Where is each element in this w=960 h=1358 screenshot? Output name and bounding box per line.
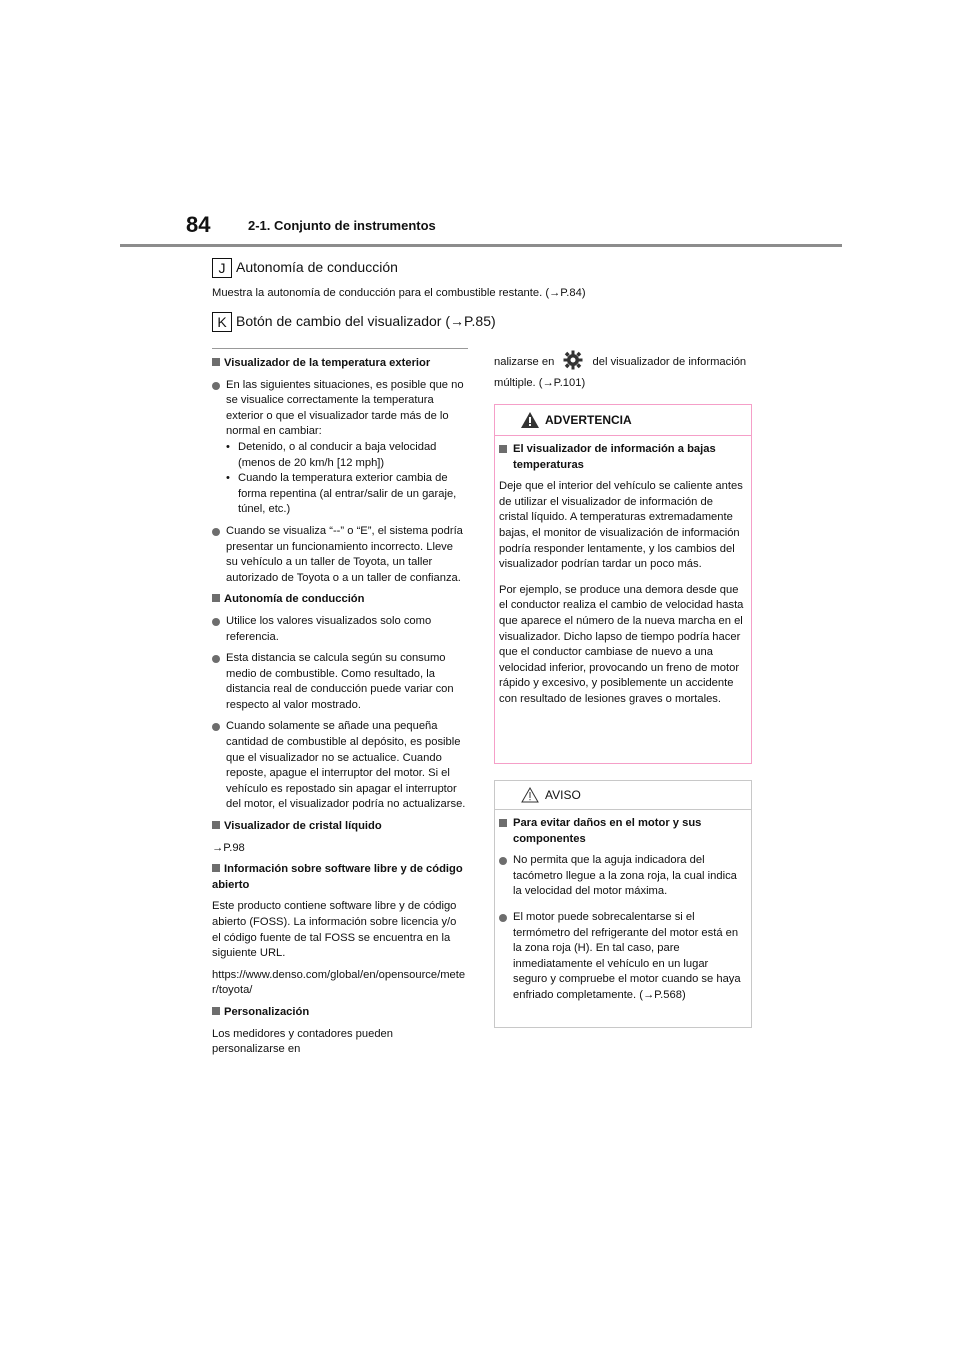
- warning-triangle-icon: [521, 412, 539, 428]
- bullet-text: Esta distancia se calcula según su consumo medio de combustible. Como resultado, la distancia real de conducción puede variar con respecto al valor mostrado.: [226, 652, 454, 711]
- warning-header: [495, 405, 751, 436]
- caution-triangle-icon: [521, 787, 539, 803]
- heading-text: Información sobre software libre y de código abierto: [212, 863, 463, 891]
- key-label-k: K: [212, 312, 232, 332]
- section-heading: [212, 592, 466, 608]
- paragraph: Los medidores y contadores pueden personalizarse en: [212, 1027, 393, 1056]
- bullet-item: [212, 651, 466, 713]
- page-number: 84: [186, 212, 211, 237]
- notice-header: [495, 781, 751, 810]
- item-k-title: Botón de cambio del visualizador (→P.85): [236, 313, 496, 329]
- heading-text: Para evitar daños en el motor y sus componentes: [513, 817, 702, 845]
- bullet-item: [499, 910, 745, 1004]
- cross-reference: →P.98: [212, 841, 245, 854]
- bullet-text: El motor puede sobrecalentarse si el termómetro del refrigerante del motor está en la zona roja (H). En tal caso, pare inmediatamente el vehículo en un lugar seguro y compruebe el motor cuando se haya enfriado completamente. (→P.568): [513, 910, 741, 1001]
- gear-icon: [563, 350, 583, 370]
- bullet-item: [212, 614, 466, 645]
- bullet-text: Cuando se visualiza “--” o “E”, el sistema podría presentar un funcionamiento incorrecto. Lleve su vehículo a un taller de Toyota, un taller autorizado de Toyota o a un taller de confianza.: [226, 524, 463, 584]
- heading-text: Visualizador de la temperatura exterior: [224, 357, 431, 369]
- square-bullet-icon: [212, 864, 220, 872]
- section-title: 2-1. Conjunto de instrumentos: [248, 218, 436, 233]
- sub-item: • Detenido, o al conducir a baja velocidad (menos de 20 km/h [12 mph]): [226, 440, 437, 469]
- section-heading: [212, 819, 466, 835]
- left-column-rule: [212, 348, 468, 349]
- round-bullet-icon: [212, 655, 220, 663]
- warning-title: [499, 442, 745, 473]
- notice-box: [494, 780, 752, 1028]
- notice-heading: AVISO: [545, 788, 581, 802]
- square-bullet-icon: [499, 819, 507, 827]
- heading-text: Autonomía de conducción: [224, 593, 365, 606]
- bullet-text: Utilice los valores visualizados solo como referencia.: [226, 614, 432, 643]
- heading-text: Visualizador de cristal líquido: [224, 820, 382, 833]
- section-heading: [212, 1005, 466, 1021]
- url-text: https://www.denso.com/global/en/opensource/meter/toyota/: [212, 968, 466, 997]
- section-heading: [212, 356, 466, 372]
- warning-box: [494, 404, 752, 764]
- warning-heading: ADVERTENCIA: [545, 413, 632, 427]
- bullet-item: [499, 853, 745, 900]
- intro-text: nalizarse en: [494, 356, 555, 368]
- square-bullet-icon: [212, 594, 220, 602]
- key-label-j: J: [212, 258, 232, 278]
- item-j-description: Muestra la autonomía de conducción para el combustible restante. (→P.84): [212, 287, 586, 299]
- square-bullet-icon: [499, 445, 507, 453]
- bullet-item: [212, 378, 466, 518]
- round-bullet-icon: [212, 528, 220, 536]
- notice-title: [499, 816, 745, 847]
- intro-text: del visualizador de información múltiple. (→P.101): [494, 356, 747, 389]
- left-column: [212, 356, 466, 1064]
- sub-text: Cuando la temperatura exterior cambia de forma repentina (al entrar/salir de un garaje, túnel, etc.): [238, 472, 457, 516]
- bullet-item: [212, 719, 466, 813]
- round-bullet-icon: [212, 723, 220, 731]
- paragraph: Por ejemplo, se produce una demora desde que el conductor realiza el cambio de velocidad hasta que aparece el número de la nueva marcha en el visualizador. Dicho lapso de tiempo podría hacer que el conductor cambiase de nuevo a una velocidad inferior, provocando un freno de motor rápido y excesivo, y posiblemente un accidente con resultado de lesiones graves o mortales.: [499, 583, 744, 705]
- round-bullet-icon: [499, 914, 507, 922]
- round-bullet-icon: [212, 618, 220, 626]
- round-bullet-icon: [499, 857, 507, 865]
- heading-text: El visualizador de información a bajas temperaturas: [513, 443, 716, 471]
- header-divider: [120, 244, 842, 247]
- square-bullet-icon: [212, 358, 220, 366]
- sub-text: Detenido, o al conducir a baja velocidad (menos de 20 km/h [12 mph]): [238, 440, 437, 469]
- sub-item: • Cuando la temperatura exterior cambia de forma repentina (al entrar/salir de un garaje, túnel, etc.): [226, 472, 457, 516]
- item-j-title: Autonomía de conducción: [236, 259, 398, 275]
- right-intro: [494, 350, 752, 394]
- bullet-item: [212, 524, 466, 586]
- paragraph: Deje que el interior del vehículo se caliente antes de utilizar el visualizador de información de cristal líquido. A temperaturas extremadamente bajas, el monitor de visualización de información podría responder lentamente, y los cambios del visualizador podrían tardar un poco más.: [499, 480, 743, 571]
- bullet-text: Cuando solamente se añade una pequeña cantidad de combustible al depósito, es posible que el visualizador no se actualice. Cuando reposte, apague el interruptor del motor. Si el vehículo es repostado sin apagar el interruptor del motor, el visualizador podría no actualizarse.: [226, 720, 466, 811]
- paragraph: Este producto contiene software libre y de código abierto (FOSS). La información sobre licencia y/o el código fuente de tal FOSS se encuentra en la siguiente URL.: [212, 900, 457, 960]
- bullet-text: No permita que la aguja indicadora del tacómetro llegue a la zona roja, la cual indica la velocidad del motor máxima.: [513, 854, 737, 898]
- square-bullet-icon: [212, 1007, 220, 1015]
- heading-text: Personalización: [224, 1005, 310, 1018]
- bullet-text: En las siguientes situaciones, es posible que no se visualice correctamente la temperatura exterior o que el visualizador tarde más de lo normal en cambiar:: [226, 378, 464, 438]
- section-heading: [212, 862, 466, 893]
- square-bullet-icon: [212, 821, 220, 829]
- round-bullet-icon: [212, 382, 220, 390]
